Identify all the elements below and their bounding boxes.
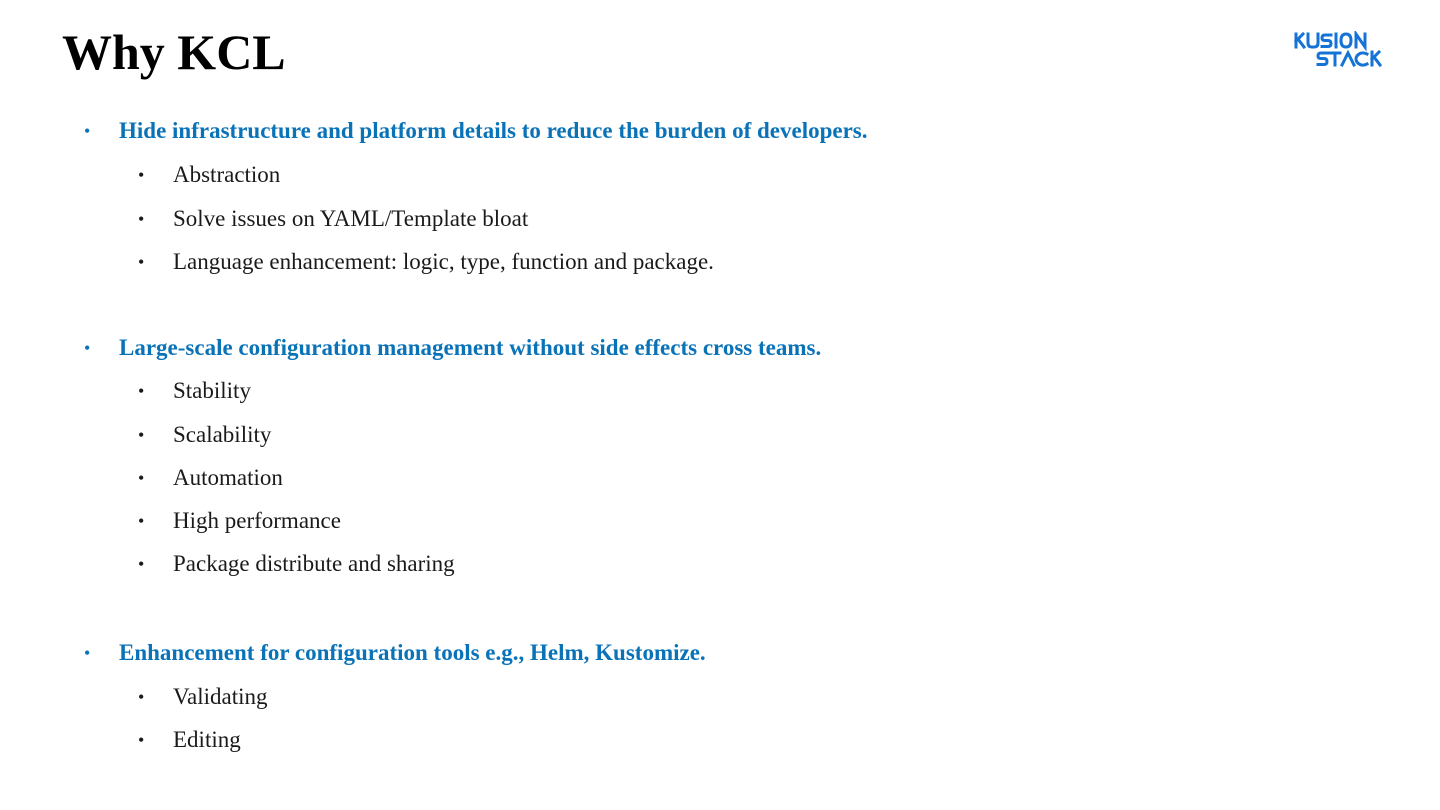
bullet-icon: •: [84, 643, 91, 663]
list-item-text: Solve issues on YAML/Template bloat: [173, 206, 529, 231]
list-item-text: Stability: [173, 378, 251, 403]
bullet-icon: •: [138, 425, 145, 445]
list-item-text: Language enhancement: logic, type, function and package.: [173, 249, 714, 274]
section-heading-text: Large-scale configuration management without side effects cross teams.: [119, 335, 822, 360]
bullet-icon: •: [138, 165, 145, 185]
bullet-icon: •: [84, 338, 91, 358]
bullet-icon: •: [138, 687, 145, 707]
section-heading-text: Hide infrastructure and platform details to reduce the burden of developers.: [119, 118, 868, 143]
bullet-icon: •: [138, 730, 145, 750]
list-item-text: Automation: [173, 465, 283, 490]
list-item-text: Package distribute and sharing: [173, 551, 455, 576]
bullet-icon: •: [84, 121, 91, 141]
list-item-text: Editing: [173, 727, 241, 752]
bullet-icon: •: [138, 511, 145, 531]
bullet-icon: •: [138, 381, 145, 401]
bullet-icon: •: [138, 554, 145, 574]
bullet-icon: •: [138, 468, 145, 488]
section-heading-text: Enhancement for configuration tools e.g., Helm, Kustomize.: [119, 640, 706, 665]
list-item-text: Validating: [173, 684, 268, 709]
list-item-text: Abstraction: [173, 162, 281, 187]
bullet-icon: •: [138, 209, 145, 229]
bullet-icon: •: [138, 252, 145, 272]
list-item-text: Scalability: [173, 422, 272, 447]
slide-title: Why KCL: [62, 24, 286, 80]
list-item-text: High performance: [173, 508, 341, 533]
